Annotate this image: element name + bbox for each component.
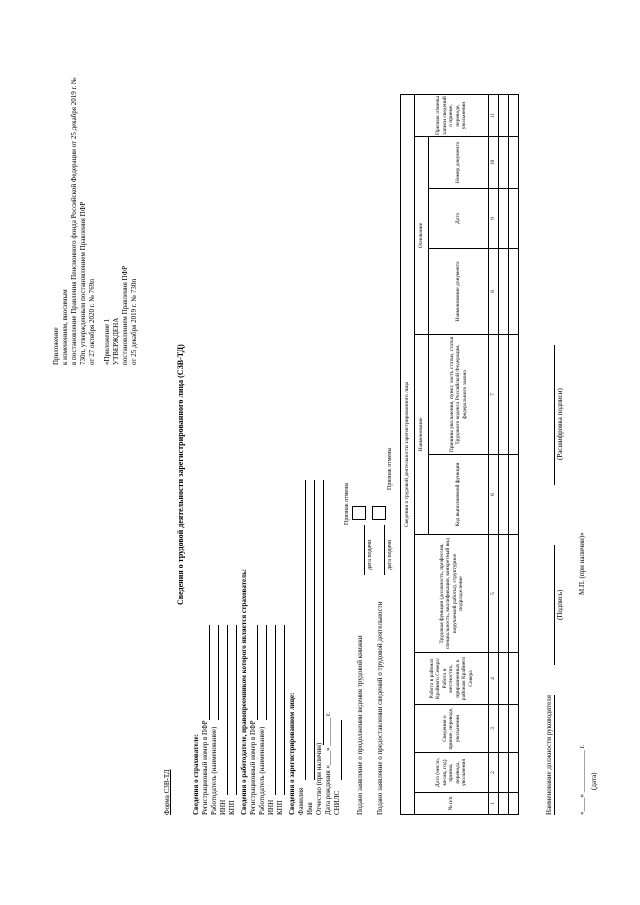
- work-history-table: [400, 94, 519, 815]
- col-number: 10: [489, 137, 499, 189]
- date-caption: (дата): [590, 772, 598, 790]
- header-block: [52, 77, 139, 365]
- person-field: Имя: [306, 802, 314, 815]
- col-header: Сведения о приеме, переводе, увольнении: [415, 705, 489, 753]
- insurer-field: ИНН: [219, 799, 227, 815]
- successor-field: Работодатель (наименование): [258, 726, 266, 815]
- header-line: в постановление Правления Пенсионного фонда Российской Федерации от 25 декабря 2019 г. №: [70, 77, 78, 365]
- col-header: Трудовая функция (должность, профессия, специальность, квалификация, конкретный вид поручаемой работы), структурное подразделение: [415, 535, 489, 653]
- col-header: Код выполняемой функции: [429, 455, 489, 535]
- col-header: Дата (число, месяц, год) приема, перевода, увольнения: [415, 753, 489, 793]
- person-field: Отчество (при наличии): [315, 742, 323, 815]
- col-number: 5: [489, 535, 499, 653]
- page-title: Сведения о трудовой деятельности зарегистрированного лица (СЗВ-ТД): [176, 344, 185, 605]
- date-submit-caption: дата подачи: [387, 539, 393, 570]
- col-header: Дата: [429, 189, 489, 249]
- col-header: Наименование документа: [429, 249, 489, 335]
- person-field: Дата рождения «____» ________ г.: [324, 712, 332, 815]
- cancel-caption: Признак отмены: [387, 447, 393, 490]
- head-position: Наименование должности руководителя: [545, 695, 553, 815]
- table-caption: Сведения о трудовой деятельности зарегистрированного лица: [401, 94, 415, 814]
- header-line: Приложение: [52, 327, 60, 365]
- header-line: к изменениям, вносимым: [61, 289, 69, 365]
- col-number: 1: [489, 793, 499, 815]
- col-number: 6: [489, 455, 499, 535]
- col-number: 3: [489, 705, 499, 753]
- header-line: от 27 октября 2020 г. № 769п: [88, 279, 96, 365]
- insurer-field: Работодатель (наименование): [210, 726, 218, 815]
- sign-decode-caption: (Расшифровка подписи): [556, 388, 564, 460]
- col-number: 9: [489, 189, 499, 249]
- date-submit-caption: дата подачи: [367, 539, 373, 570]
- cancel-checkbox[interactable]: [372, 506, 386, 520]
- col-number: 11: [489, 94, 499, 136]
- col-header: № п/п: [415, 793, 489, 815]
- col-number: 4: [489, 653, 499, 705]
- application-provide: Подано заявление о предоставлении сведений о трудовой деятельности: [376, 601, 384, 815]
- form-code: Форма СЗВ-ТД: [163, 769, 171, 815]
- application-continue: Подано заявление о продолжении ведения трудовой книжки: [356, 635, 364, 815]
- insurer-heading: Сведения о страхователе:: [192, 734, 200, 815]
- signature-caption: (Подпись): [556, 589, 564, 620]
- col-header: Причины увольнения, пункт, часть статьи, статья Трудового кодекса Российской Федерации, федерального закона: [429, 335, 489, 455]
- group-header: Наименование: [415, 335, 429, 535]
- header-line: «Приложение 1: [103, 318, 111, 365]
- col-number: 7: [489, 335, 499, 455]
- successor-heading: Сведения о работодателе, правопреемником которого является страхователь:: [240, 568, 248, 815]
- stamp-caption: М.П. (при наличии)»: [578, 532, 586, 595]
- person-field: СНИЛС: [333, 790, 341, 815]
- date-line: «____» ____________ г.: [578, 744, 586, 815]
- successor-field: Регистрационный номер в ПФР: [249, 720, 257, 815]
- header-line: УТВЕРЖДЕНА: [112, 317, 120, 365]
- header-line: 730п, утвержденным постановлением Правления ПФР: [79, 201, 87, 365]
- col-number: 8: [489, 249, 499, 335]
- cancel-checkbox[interactable]: [352, 506, 366, 520]
- col-header: Признак отмены записи сведений о приеме, переводе, увольнении: [415, 94, 489, 136]
- header-line: от 25 декабря 2019 г. № 730п: [130, 278, 138, 365]
- header-line: постановлением Правления ПФР: [121, 265, 129, 365]
- col-header: Работа в районах Крайнего Севера/Работа в местностях, приравненных к районам Крайнего Севера: [415, 653, 489, 705]
- col-header: Номер документа: [429, 137, 489, 189]
- insurer-field: КПП: [228, 800, 236, 815]
- person-heading: Сведения о зарегистрированном лице:: [288, 692, 296, 815]
- table-row[interactable]: [499, 94, 509, 814]
- cancel-caption: Признак отмены: [344, 482, 350, 525]
- table-row[interactable]: [509, 94, 519, 814]
- col-number: 2: [489, 753, 499, 793]
- group-header: Основание: [415, 137, 429, 335]
- person-field: Фамилия: [297, 787, 305, 815]
- insurer-field: Регистрационный номер в ПФР: [201, 720, 209, 815]
- successor-field: КПП: [276, 800, 284, 815]
- successor-field: ИНН: [267, 799, 275, 815]
